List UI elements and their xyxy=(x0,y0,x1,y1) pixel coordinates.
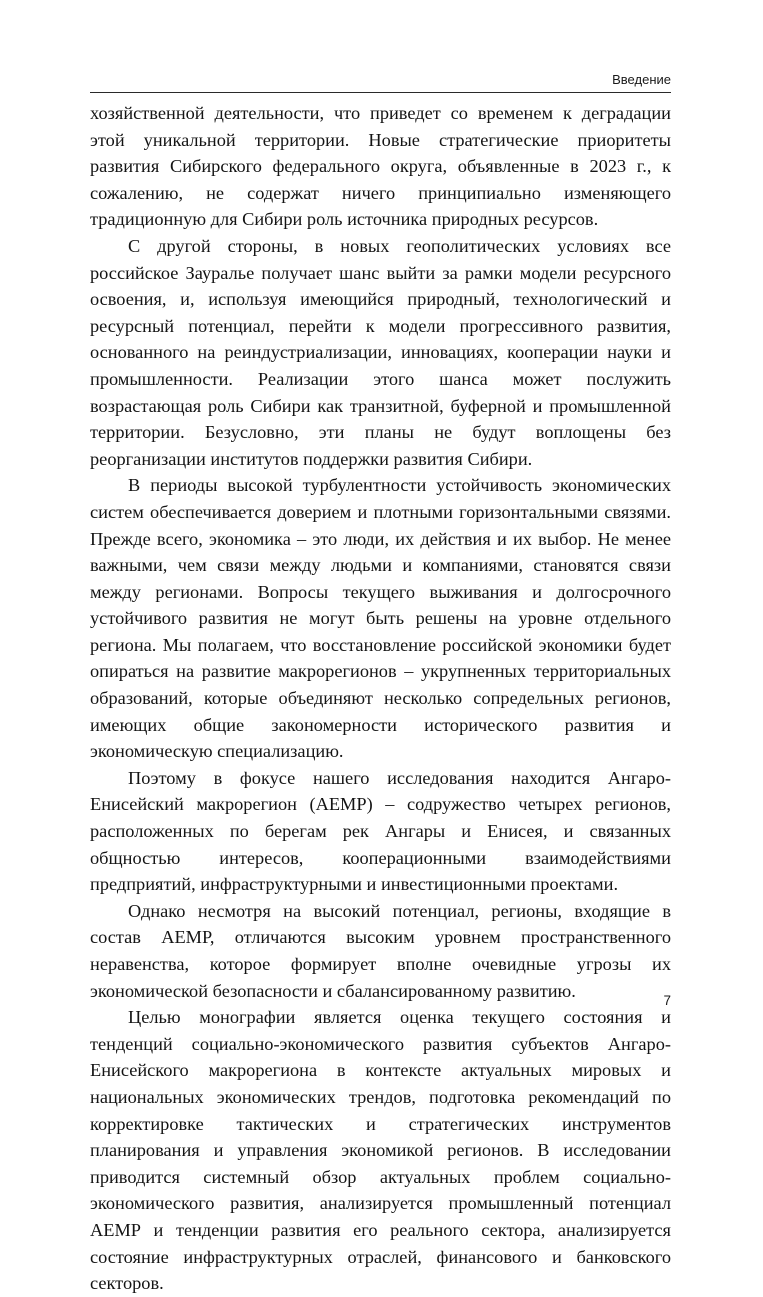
paragraph-5: Однако несмотря на высокий потенциал, регионы, входящие в состав АЕМР, отличаются высоким уровнем пространственного неравенства, которое формирует вполне очевидные угрозы их экономической безопасности и сбалансированному развитию. xyxy=(90,900,671,1001)
paragraph-6: Целью монографии является оценка текущего состояния и тенденций социально-экономического развития субъектов Ангаро-Енисейского макрорегиона в контексте актуальных мировых и национальных экономических трендов, подготовка рекомендаций по корректировке тактических и стратегических инструментов планирования и управления экономикой регионов. В исследовании приводится системный обзор актуальных проблем социально-экономического развития, анализируется промышленный потенциал АЕМР и тенденции развития его реального сектора, анализируется состояние инфраструктурных отраслей, финансового и банковского секторов. xyxy=(90,1007,671,1294)
paragraph-2: С другой стороны, в новых геополитических условиях все российское Зауралье получает шанс выйти за рамки модели ресурсного освоения, и, используя имеющийся природный, технологический и ресурсный потенциал, перейти к модели прогрессивного развития, основанного на реиндустриализации, инновациях, кооперации науки и промышленности. Реализации этого шанса может послужить возрастающая роль Сибири как транзитной, буферной и промышленной территории. Безусловно, эти планы не будут воплощены без реорганизации институтов поддержки развития Сибири. xyxy=(90,235,671,469)
chapter-title: Введение xyxy=(612,72,671,87)
paragraph-3: В периоды высокой турбулентности устойчивость экономических систем обеспечивается доверием и плотными горизонтальными связями. Прежде всего, экономика – это люди, их действия и их выбор. Не менее важными, чем связи между людьми и компаниями, становятся связи между регионами. Вопросы текущего выживания и долгосрочного устойчивого развития не могут быть решены на уровне отдельного региона. Мы полагаем, что восстановление российской экономики будет опираться на развитие макрорегионов – укрупненных территориальных образований, которые объединяют несколько сопредельных регионов, имеющих общие закономерности исторического развития и экономическую специализацию. xyxy=(90,475,671,762)
page-number: 7 xyxy=(663,993,671,1008)
paragraph-4: Поэтому в фокусе нашего исследования находится Ангаро-Енисейский макрорегион (АЕМР) – содружество четырех регионов, расположенных по берегам рек Ангары и Енисея, и связанных общностью интересов, кооперационными взаимодействиями предприятий, инфраструктурными и инвестиционными проектами. xyxy=(90,767,671,895)
running-header xyxy=(90,60,671,93)
body-text xyxy=(90,100,671,1297)
paragraph-1: хозяйственной деятельности, что приведет со временем к деградации этой уникальной территории. Новые стратегические приоритеты развития Сибирского федерального округа, объявленные в 2023 г., к сожалению, не содержат ничего принципиально изменяющего традиционную для Сибири роль источника природных ресурсов. xyxy=(90,103,671,230)
